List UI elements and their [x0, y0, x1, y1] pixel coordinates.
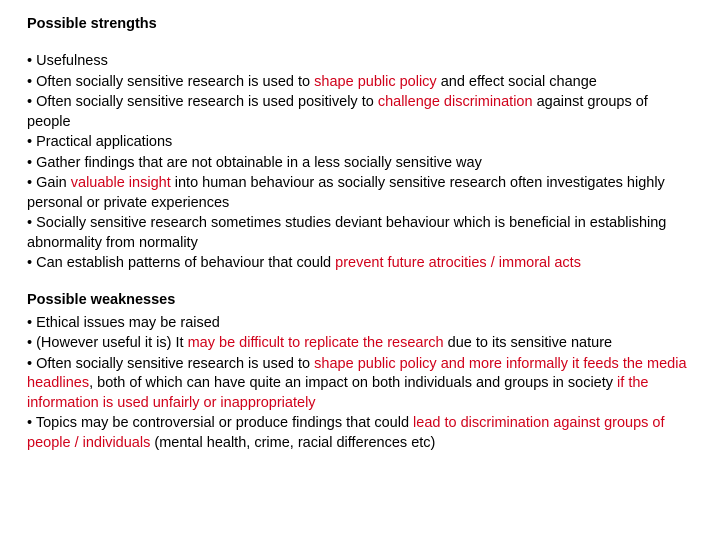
- item-text: • (However useful it is) It: [27, 335, 188, 351]
- spacer: [27, 34, 687, 52]
- slide-content: [27, 14, 687, 454]
- highlighted-text: challenge discrimination: [377, 94, 533, 110]
- item-text: • Topics may be controversial or produce findings that could: [27, 415, 414, 431]
- list-item: [27, 254, 687, 274]
- list-item: [27, 174, 687, 213]
- item-text: • Socially sensitive research sometimes studies deviant behaviour which is beneficial in establishing abnormality from normality: [27, 215, 667, 251]
- list-item: [27, 414, 687, 453]
- item-text: • Gain: [27, 175, 71, 191]
- item-text: • Ethical issues may be raised: [27, 314, 220, 331]
- highlighted-text: if the information is used unfairly or inappropriately: [27, 375, 649, 411]
- list-item: [27, 314, 687, 334]
- item-text: • Often socially sensitive research is used to: [27, 73, 315, 90]
- item-text: • Often socially sensitive research is used to: [27, 355, 315, 372]
- strengths-list: [27, 52, 687, 274]
- item-text: • Often socially sensitive research is used positively to: [27, 94, 378, 110]
- highlighted-text: may be difficult to replicate the research: [187, 335, 444, 351]
- weaknesses-section: [27, 290, 687, 454]
- weaknesses-list: [27, 314, 687, 454]
- item-text: (mental health, crime, racial differences etc): [150, 434, 436, 451]
- item-text: and effect social change: [436, 73, 597, 90]
- list-item: [27, 93, 687, 132]
- item-text: into human behaviour as socially sensitive research often investigates highly personal or private experiences: [27, 175, 665, 211]
- strengths-section: [27, 14, 687, 274]
- highlighted-text: lead to discrimination against groups of people / individuals: [27, 415, 665, 451]
- list-item: [27, 334, 687, 354]
- list-item: [27, 133, 687, 153]
- weaknesses-heading: Possible weaknesses: [27, 291, 176, 308]
- highlighted-text: prevent future atrocities / immoral acts: [335, 255, 581, 271]
- item-text: , both of which can have quite an impact on both individuals and groups in society: [89, 375, 618, 391]
- list-item: [27, 73, 687, 93]
- list-item: [27, 214, 687, 253]
- list-item: [27, 154, 687, 174]
- item-text: • Can establish patterns of behaviour that could: [27, 255, 336, 271]
- item-text: • Usefulness: [27, 53, 108, 69]
- strengths-heading: Possible strengths: [27, 16, 157, 32]
- item-text: against groups of people: [27, 94, 648, 130]
- highlighted-text: shape public policy: [314, 73, 437, 90]
- list-item: [27, 355, 687, 414]
- highlighted-text: shape public policy and more informally it feeds the media headlines: [27, 355, 687, 391]
- item-text: due to its sensitive nature: [443, 335, 613, 351]
- item-text: • Gather findings that are not obtainable in a less socially sensitive way: [27, 154, 482, 171]
- highlighted-text: valuable insight: [70, 175, 171, 191]
- item-text: • Practical applications: [27, 134, 173, 150]
- list-item: [27, 52, 687, 72]
